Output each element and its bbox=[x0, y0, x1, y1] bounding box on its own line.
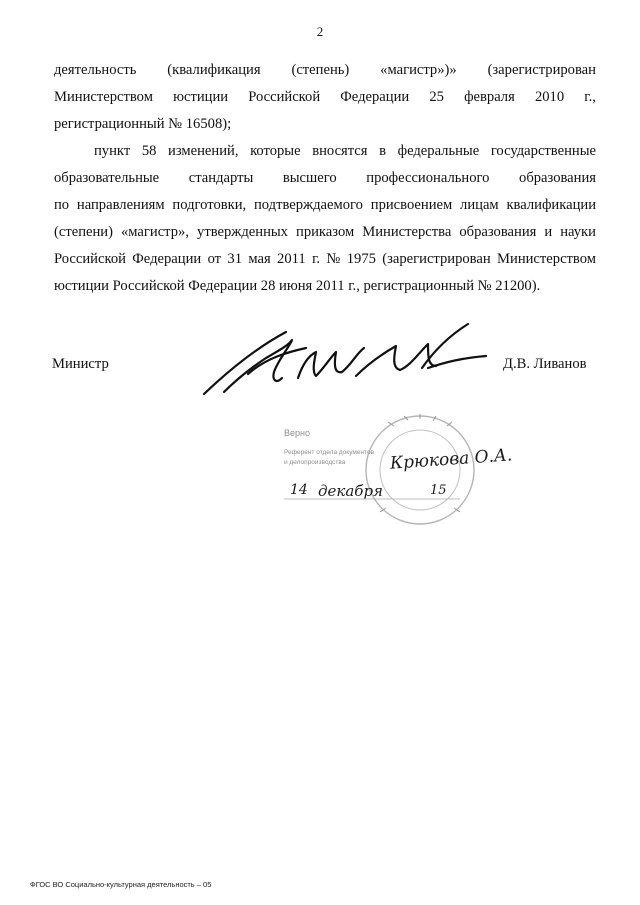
word: 1975 bbox=[346, 251, 376, 267]
word: Министерством bbox=[497, 251, 596, 267]
word: 31 bbox=[227, 251, 242, 267]
word: высшего bbox=[282, 170, 337, 186]
word: (степени) bbox=[54, 224, 113, 240]
word: (зарегистрирован bbox=[382, 251, 491, 267]
paragraph-2-line-3 bbox=[54, 196, 596, 214]
word: г., bbox=[584, 89, 596, 105]
word: деятельность bbox=[54, 62, 137, 78]
word: квалификации bbox=[506, 197, 596, 213]
paragraph-2-line-4 bbox=[54, 223, 596, 241]
word: по bbox=[54, 197, 70, 213]
word: изменений, bbox=[168, 143, 239, 159]
word: Министерством bbox=[54, 89, 153, 105]
word: мая bbox=[248, 251, 271, 267]
stamp-heading: Верно bbox=[284, 428, 310, 438]
word: образования bbox=[519, 170, 596, 186]
word: подтверждаемого bbox=[253, 197, 363, 213]
word: лицам bbox=[460, 197, 499, 213]
word: (зарегистрирован bbox=[487, 62, 596, 78]
word: Российской bbox=[248, 89, 321, 105]
word: (квалификация bbox=[167, 62, 261, 78]
word: г. bbox=[312, 251, 321, 267]
paragraph-2-line-6: юстиции Российской Федерации 28 июня 2011 г., регистрационный № 21200). bbox=[54, 278, 541, 294]
paragraph-2-line-2 bbox=[54, 169, 596, 187]
word: пункт bbox=[94, 143, 131, 159]
word: и bbox=[544, 224, 553, 240]
word: стандарты bbox=[188, 170, 254, 186]
stamp-line-1: Референт отдела документов bbox=[284, 449, 375, 456]
word: «магистр», bbox=[121, 224, 189, 240]
handwritten-day: 14 bbox=[290, 482, 308, 498]
word: которые bbox=[250, 143, 301, 159]
word: в bbox=[379, 143, 387, 159]
word: Министерства bbox=[362, 224, 452, 240]
word: образования bbox=[459, 224, 537, 240]
certification-stamp bbox=[270, 402, 513, 532]
paragraph-1-line-2 bbox=[54, 88, 596, 106]
footer-text: ФГОС ВО Социально-культурная деятельность – 05 bbox=[30, 880, 212, 889]
signatory-name: Д.В. Ливанов bbox=[503, 356, 587, 372]
word: профессионального bbox=[366, 170, 490, 186]
word: государственные bbox=[490, 143, 596, 159]
stamp-line-2: и делопроизводства bbox=[284, 459, 346, 466]
word: от bbox=[207, 251, 222, 267]
word: вносятся bbox=[312, 143, 368, 159]
paragraph-1-line-1 bbox=[54, 61, 596, 79]
handwritten-month: декабря bbox=[318, 482, 383, 500]
word: Федерации bbox=[132, 251, 202, 267]
paragraph-2-line-1 bbox=[94, 142, 596, 160]
handwritten-name: Крюкова О.А. bbox=[389, 445, 513, 474]
word: 58 bbox=[141, 143, 157, 159]
word: федеральные bbox=[397, 143, 480, 159]
paragraph-2-line-5 bbox=[54, 250, 596, 268]
handwritten-signature bbox=[196, 318, 496, 398]
word: присвоением bbox=[370, 197, 453, 213]
word: Федерации bbox=[340, 89, 410, 105]
signatory-position: Министр bbox=[52, 356, 109, 372]
paragraph-1-line-3: регистрационный № 16508); bbox=[54, 116, 232, 132]
word: № bbox=[326, 251, 341, 267]
word: направлениям bbox=[76, 197, 165, 213]
word: Российской bbox=[54, 251, 126, 267]
word: подготовки, bbox=[172, 197, 247, 213]
page-number: 2 bbox=[316, 24, 324, 39]
word: 2010 bbox=[534, 89, 565, 105]
handwritten-year: 15 bbox=[430, 483, 447, 498]
word: «магистр»)» bbox=[380, 62, 457, 78]
word: образовательные bbox=[54, 170, 160, 186]
word: (степень) bbox=[291, 62, 350, 78]
word: утвержденных bbox=[197, 224, 288, 240]
word: науки bbox=[560, 224, 596, 240]
word: 2011 bbox=[277, 251, 306, 267]
word: юстиции bbox=[173, 89, 229, 105]
word: февраля bbox=[464, 89, 515, 105]
word: приказом bbox=[296, 224, 355, 240]
word: 25 bbox=[429, 89, 444, 105]
